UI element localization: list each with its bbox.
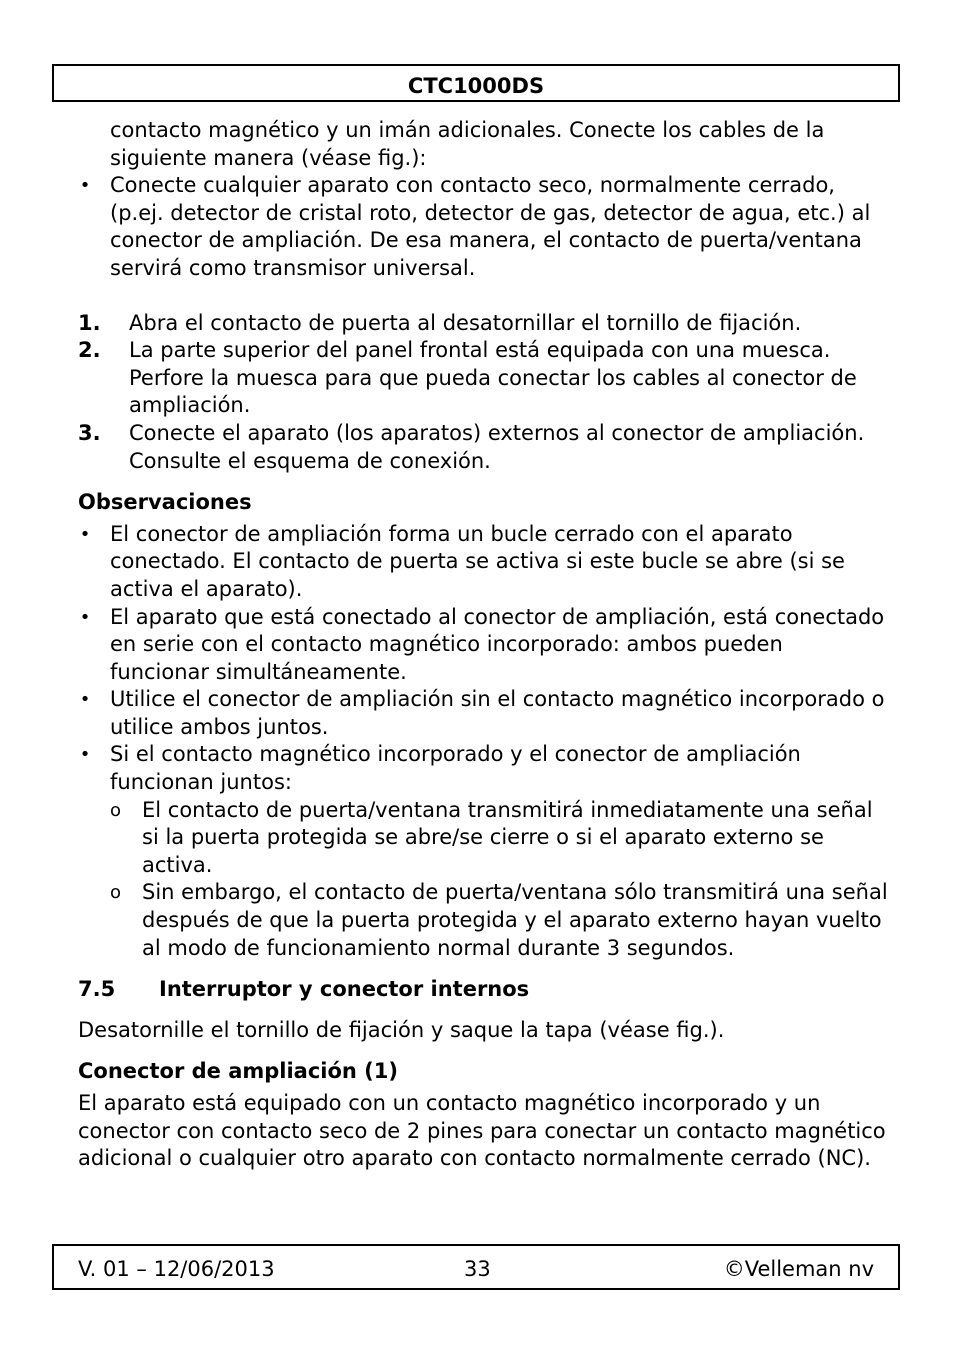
list-item-text: Utilice el conector de ampliación sin el contacto magnético incorporado o utilice ambos juntos.	[110, 687, 885, 739]
list-item-text: El conector de ampliación forma un bucle cerrado con el aparato conectado. El contacto de puerta se activa si este bucle se abre (si se activa el aparato).	[110, 521, 845, 601]
intro-continuation: contacto magnético y un imán adicionales. Conecte los cables de la siguiente manera (véase fig.):	[110, 118, 825, 170]
copyright: ©Velleman nv	[723, 1257, 874, 1281]
intro-bullet	[78, 172, 888, 282]
list-item-text: Si el contacto magnético incorporado y el conector de ampliación funcionan juntos:	[110, 742, 801, 795]
subsection-heading: Conector de ampliación (1)	[78, 1059, 398, 1084]
page-footer	[52, 1244, 900, 1290]
circle-bullet-icon: o	[110, 882, 122, 904]
step-number: 2.	[78, 338, 101, 363]
step-number: 3.	[78, 420, 101, 445]
observation-bullet	[78, 741, 888, 796]
step-number: 1.	[78, 310, 101, 335]
step-2	[78, 337, 888, 420]
version-date: V. 01 – 12/06/2013	[78, 1257, 275, 1281]
bullet-icon: •	[79, 523, 91, 545]
document-title: CTC1000DS	[407, 74, 545, 98]
observation-sub-bullet	[78, 879, 888, 962]
bullet-icon: •	[79, 744, 91, 766]
page-content	[78, 117, 888, 1173]
page-number: 33	[464, 1257, 491, 1281]
step-text: Abra el contacto de puerta al desatornillar el tornillo de fijación.	[129, 310, 802, 335]
observation-sub-bullet	[78, 797, 888, 880]
page-header	[52, 64, 900, 102]
list-item-text: Conecte cualquier aparato con contacto seco, normalmente cerrado, (p.ej. detector de cristal roto, detector de gas, detector de agua, etc.) al conector de ampliación. De esa manera, el contacto de puerta/ventana servirá como transmisor universal.	[110, 173, 871, 280]
spacer	[78, 283, 888, 310]
observation-bullet	[78, 521, 888, 604]
section-title: Interruptor y conector internos	[159, 977, 530, 1002]
observation-bullet	[78, 686, 888, 741]
bullet-icon: •	[79, 689, 91, 711]
section-intro: Desatornille el tornillo de fijación y saque la tapa (véase fig.).	[78, 1017, 725, 1042]
bullet-icon: •	[79, 606, 91, 628]
step-text: Conecte el aparato (los aparatos) externos al conector de ampliación. Consulte el esquema de conexión.	[129, 420, 865, 473]
observaciones-heading: Observaciones	[78, 490, 252, 515]
list-item-text: El contacto de puerta/ventana transmitirá inmediatamente una señal si la puerta protegida se abre/se cierre o si el aparato externo se activa.	[142, 797, 873, 877]
list-item-text: Sin embargo, el contacto de puerta/ventana sólo transmitirá una señal después de que la puerta protegida y el aparato externo hayan vuelto al modo de funcionamiento normal durante 3 segundos.	[142, 880, 888, 960]
step-text: La parte superior del panel frontal está equipada con una muesca. Perfore la muesca para que pueda conectar los cables al conector de ampliación.	[129, 338, 857, 418]
step-1	[78, 310, 888, 338]
circle-bullet-icon: o	[110, 799, 122, 821]
section-number: 7.5	[78, 977, 116, 1002]
section-body: El aparato está equipado con un contacto magnético incorporado y un conector con contacto seco de 2 pines para conectar un contacto magnético adicional o cualquier otro aparato con contacto normalmente cerrado (NC).	[78, 1091, 886, 1171]
bullet-icon: •	[79, 175, 91, 197]
step-3	[78, 420, 888, 475]
list-item-text: El aparato que está conectado al conector de ampliación, está conectado en serie con el contacto magnético incorporado: ambos pueden funcionar simultáneamente.	[110, 604, 885, 684]
observation-bullet	[78, 604, 888, 687]
section-heading	[78, 976, 888, 1004]
